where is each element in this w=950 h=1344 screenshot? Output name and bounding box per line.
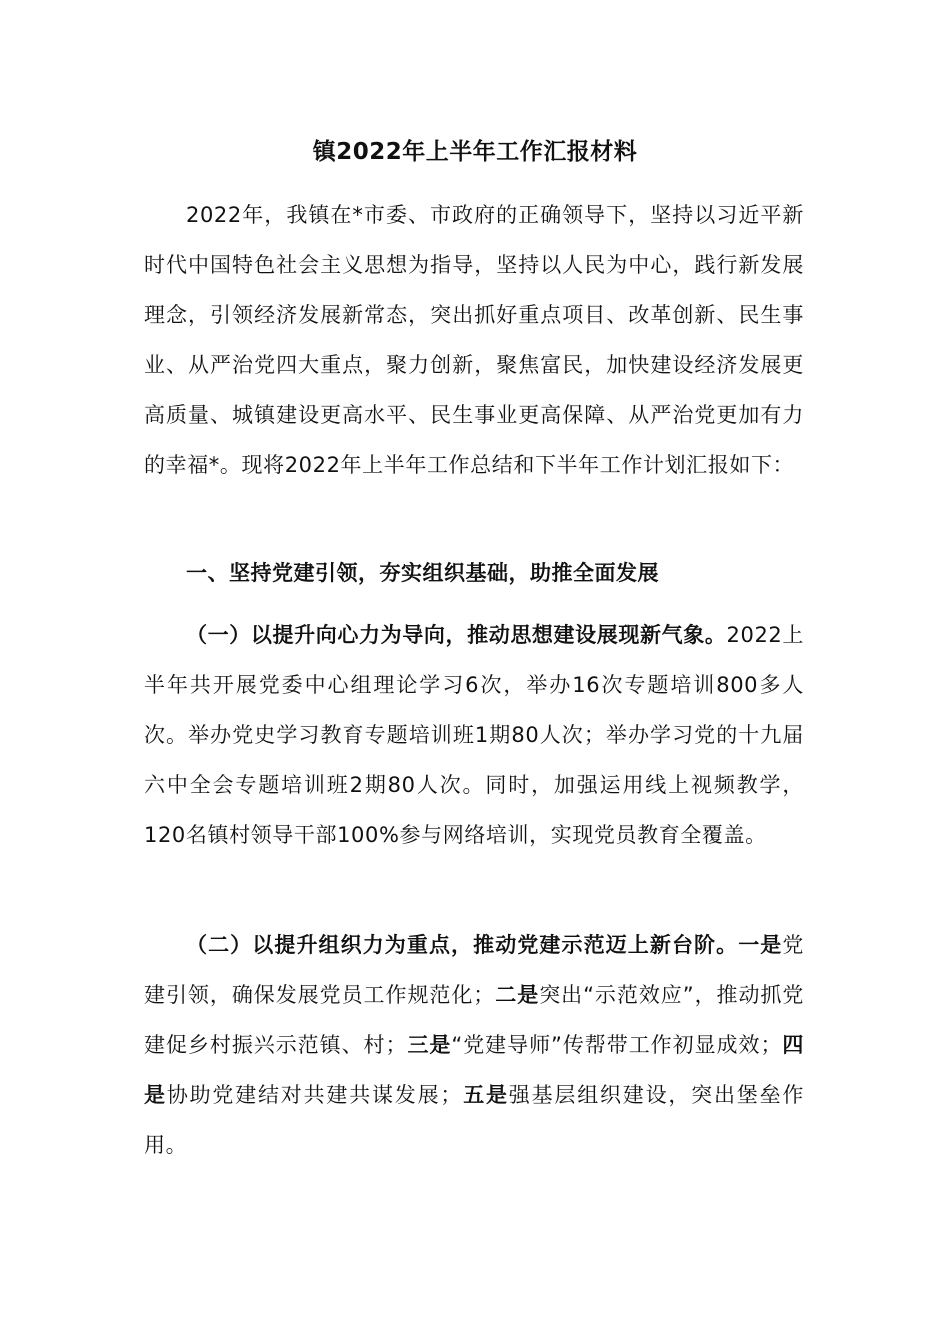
document-title: 镇2022年上半年工作汇报材料 xyxy=(312,139,638,165)
subsection-1-lead: （一）以提升向心力为导向，推动思想建设展现新气象。 xyxy=(186,623,727,647)
subsection-2-lead: （二）以提升组织力为重点，推动党建示范迈上新台阶。 xyxy=(186,933,739,957)
subsection-1-body: 2022上半年共开展党委中心组理论学习6次，举办16次专题培训800多人次。举办党史学习教育专题培训班1期80人次；举办学习党的十九届六中全会专题培训班2期80人次。同时，加强运用线上视频教学，120名镇村领导干部100%参与网络培训，实现党员教育全覆盖。 xyxy=(144,623,804,847)
item-2-label: 二是 xyxy=(494,983,540,1007)
item-5-text: 强基层组织建设，突出堡垒作用。 xyxy=(144,1083,804,1157)
subsection-1-paragraph xyxy=(144,610,804,860)
section-1-heading: 一、坚持党建引领，夯实组织基础，助推全面发展 xyxy=(186,561,659,585)
item-3-text: “党建导师”传帮带工作初显成效； xyxy=(451,1033,783,1057)
subsection-2-paragraph xyxy=(144,920,804,1170)
item-3-label: 三是 xyxy=(407,1033,452,1057)
item-5-label: 五是 xyxy=(462,1083,509,1107)
item-4-label: 四是 xyxy=(144,1033,805,1107)
item-2-text: 突出“示范效应”，推动抓党建促乡村振兴示范镇、村； xyxy=(144,983,804,1057)
item-4-text: 协助党建结对共建共谋发展； xyxy=(166,1083,462,1107)
item-1-text: 党建引领，确保发展党员工作规范化； xyxy=(144,933,805,1007)
item-1-label: 一是 xyxy=(738,933,783,957)
intro-paragraph: 2022年，我镇在*市委、市政府的正确领导下，坚持以习近平新时代中国特色社会主义思想为指导，坚持以人民为中心，践行新发展理念，引领经济发展新常态，突出抓好重点项目、改革创新、民生事业、从严治党四大重点，聚力创新，聚焦富民，加快建设经济发展更高质量、城镇建设更高水平、民生事业更高保障、从严治党更加有力的幸福*。现将2022年上半年工作总结和下半年工作计划汇报如下： xyxy=(144,203,804,477)
